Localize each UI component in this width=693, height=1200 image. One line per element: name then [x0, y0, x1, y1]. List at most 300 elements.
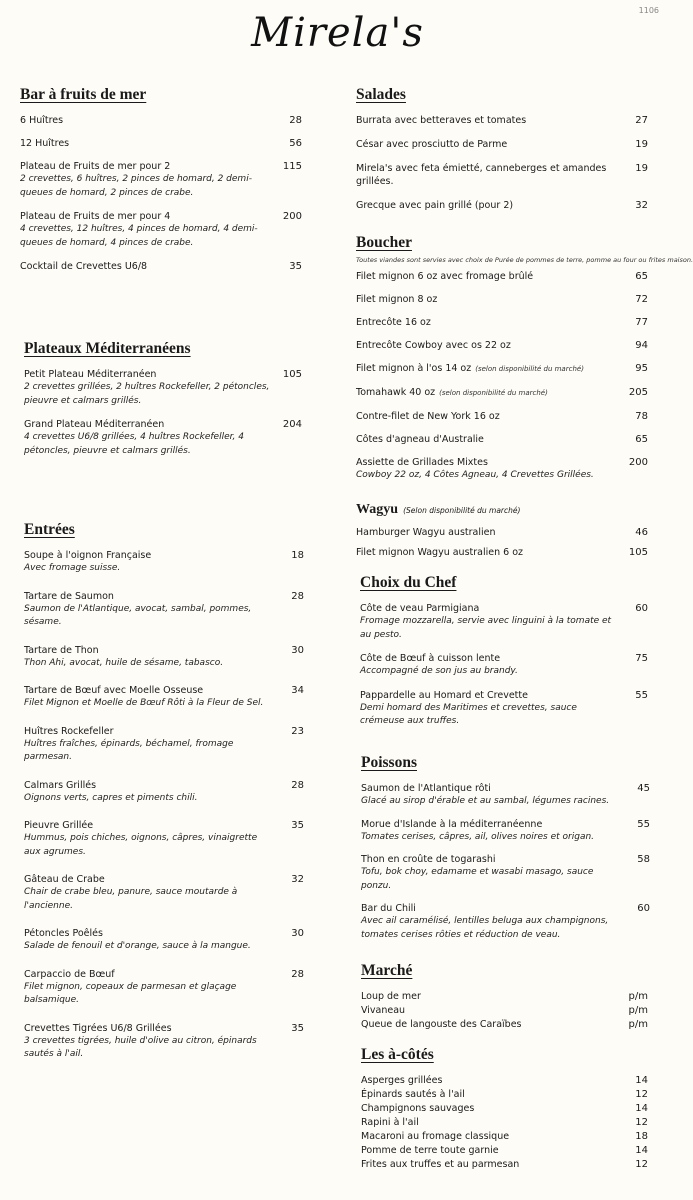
menu-item-price: 72	[635, 294, 648, 305]
menu-item-name-text: Épinards sautés à l'ail	[361, 1089, 465, 1100]
menu-item-price: 200	[282, 211, 302, 222]
menu-item-name-text: Filet mignon Wagyu australien 6 oz	[356, 547, 524, 558]
menu-item-description: Filet mignon, copeaux de parmesan et glaçage balsamique.	[24, 981, 237, 1005]
menu-item-price: 55	[637, 818, 650, 830]
menu-item-name-text: César avec prosciutto de Parme	[356, 139, 508, 150]
menu-item-price: 95	[635, 363, 648, 374]
menu-item-text	[356, 386, 624, 400]
menu-item-text	[360, 689, 624, 729]
menu-item-price: 14	[635, 1103, 648, 1114]
menu-item-name	[24, 873, 274, 886]
menu-item-text	[356, 410, 624, 423]
menu-item	[361, 1116, 648, 1130]
section-title: Plateaux Méditerranéens	[24, 340, 191, 357]
menu-item-name-text: Macaroni au fromage classique	[361, 1131, 510, 1142]
menu-item-name	[361, 853, 620, 866]
section-title: Les à-côtés	[361, 1046, 434, 1063]
menu-item	[356, 362, 648, 376]
menu-item-description: Filet Mignon et Moelle de Bœuf Rôti à la Fleur de Sel.	[24, 698, 264, 708]
menu-item-text	[360, 652, 624, 679]
menu-item-price: 105	[628, 547, 648, 558]
menu-item-name	[356, 456, 618, 469]
section-title: Choix du Chef	[360, 574, 457, 591]
menu-item-text	[356, 546, 624, 559]
menu-item-name-text: Thon en croûte de togarashi	[361, 854, 496, 865]
menu-item-text	[361, 782, 626, 809]
menu-item	[361, 1102, 648, 1116]
menu-item-name	[356, 293, 618, 306]
menu-item-price: 60	[635, 603, 648, 614]
menu-item-price: 34	[291, 685, 304, 696]
menu-item-price: 115	[282, 161, 302, 172]
menu-item-name-text: Côtes d'agneau d'Australie	[356, 434, 484, 445]
menu-item-description: Chair de crabe bleu, panure, sauce moutarde à l'ancienne.	[24, 887, 238, 911]
menu-item	[356, 162, 648, 188]
menu-item-price: 46	[635, 527, 648, 538]
menu-item-name-text: Loup de mer	[361, 991, 421, 1002]
menu-item-price: 35	[291, 1022, 304, 1034]
menu-item-name-text: Plateau de Fruits de mer pour 2	[20, 161, 171, 172]
menu-item-name-text: Filet mignon 8 oz	[356, 294, 438, 305]
menu-item-text	[360, 602, 624, 642]
menu-item-text	[20, 114, 278, 127]
section-title: Salades	[356, 86, 406, 103]
menu-item-name	[356, 410, 618, 423]
menu-item-description: 2 crevettes, 6 huîtres, 2 pinces de homard, 2 demi-queues de homard, 2 pinces de crabe.	[20, 174, 252, 198]
menu-item-name	[24, 779, 274, 792]
menu-item	[24, 725, 304, 765]
menu-item-description: Huîtres fraîches, épinards, béchamel, fromage parmesan.	[24, 738, 234, 762]
menu-item	[24, 927, 304, 954]
menu-item-text	[361, 902, 626, 942]
menu-item-name-text: Rapini à l'ail	[361, 1117, 419, 1128]
menu-item-name	[361, 1102, 618, 1116]
section-title: Wagyu	[356, 502, 399, 517]
menu-item-text	[356, 433, 624, 446]
menu-item-text	[356, 293, 624, 306]
menu-item-price: 105	[282, 369, 302, 380]
menu-item-name-text: Crevettes Tigrées U6/8 Grillées	[24, 1022, 172, 1034]
menu-item-description: Accompagné de son jus au brandy.	[360, 666, 518, 676]
menu-item-price: 35	[289, 261, 302, 272]
menu-item	[361, 1144, 648, 1158]
menu-item-price: 12	[635, 1159, 648, 1170]
menu-item-price: 28	[291, 779, 304, 791]
menu-item	[356, 316, 648, 329]
menu-item-text	[361, 1158, 624, 1172]
menu-item	[356, 199, 648, 212]
menu-item-price: 12	[635, 1117, 648, 1128]
menu-item-description: Thon Ahi, avocat, huile de sésame, tabasco.	[24, 657, 224, 668]
menu-item-name-text: 12 Huîtres	[20, 138, 70, 149]
menu-item-name-text: Tartare de Bœuf avec Moelle Osseuse	[24, 685, 204, 696]
menu-item-description: Glacé au sirop d'érable et au sambal, légumes racines.	[361, 796, 610, 806]
menu-item-name	[361, 1004, 618, 1018]
menu-item-text	[356, 114, 624, 127]
section-poissons	[361, 754, 650, 951]
menu-item-price: 12	[635, 1089, 648, 1100]
menu-item-name	[24, 590, 274, 603]
menu-item-name-text: Cocktail de Crevettes U6/8	[20, 261, 148, 272]
menu-item-name	[24, 418, 272, 431]
salades-items	[356, 114, 648, 212]
menu-item-description: 2 crevettes grillées, 2 huîtres Rockefeller, 2 pétoncles, pieuvre et calmars grillés.	[24, 382, 270, 406]
menu-item-name	[361, 902, 620, 915]
section-note: (Selon disponibilité du marché)	[403, 506, 521, 515]
menu-item-price: 60	[637, 903, 650, 914]
menu-item-name-text: Plateau de Fruits de mer pour 4	[20, 211, 171, 222]
chef-items	[360, 602, 648, 729]
section-salades	[356, 86, 648, 223]
menu-item-text	[24, 927, 280, 954]
bar-items	[20, 114, 302, 273]
menu-item-text	[356, 162, 624, 188]
menu-item-text	[24, 644, 280, 671]
menu-item-name	[361, 782, 620, 795]
menu-item-price: 14	[635, 1075, 648, 1086]
section-marche	[361, 962, 648, 1032]
menu-item	[356, 114, 648, 127]
menu-item-text	[356, 456, 624, 483]
menu-item-name-text: Mirela's avec feta émietté, canneberges et amandes grillées.	[356, 163, 607, 187]
menu-item	[361, 1018, 648, 1032]
menu-item-description: Cowboy 22 oz, 4 Côtes Agneau, 4 Crevettes Grillées.	[356, 470, 594, 480]
menu-item-text	[356, 199, 624, 212]
menu-item-name-text: Gâteau de Crabe	[24, 874, 105, 885]
menu-item-description: Hummus, pois chiches, oignons, câpres, vinaigrette aux agrumes.	[24, 833, 258, 857]
menu-item-description: Demi homard des Maritimes et crevettes, sauce crémeuse aux truffes.	[360, 702, 577, 726]
menu-item-name	[356, 433, 618, 446]
menu-item-price: 30	[291, 644, 304, 656]
menu-item-name-text: Grecque avec pain grillé (pour 2)	[356, 200, 514, 211]
menu-item-name	[24, 927, 274, 940]
menu-item-name	[361, 1116, 618, 1130]
menu-item-name	[356, 199, 618, 212]
menu-item-name	[24, 684, 274, 697]
menu-item	[361, 818, 650, 845]
menu-item-price: 27	[635, 115, 648, 126]
section-plateaux	[24, 340, 302, 468]
menu-item-text	[361, 818, 626, 845]
menu-item-name-text: Queue de langouste des Caraïbes	[361, 1019, 522, 1030]
menu-item	[361, 902, 650, 942]
menu-item-text	[356, 316, 624, 329]
menu-item	[356, 410, 648, 423]
menu-item-name	[356, 362, 618, 376]
cotes-items	[361, 1074, 648, 1172]
menu-item-name	[24, 368, 272, 381]
menu-item-price: 28	[289, 115, 302, 126]
menu-item-text	[24, 725, 280, 765]
menu-item-description: 4 crevettes, 12 huîtres, 4 pinces de homard, 4 demi-queues de homard, 4 pinces de crabe.	[20, 224, 258, 248]
menu-item-name	[361, 1158, 618, 1172]
menu-item-name	[20, 160, 272, 173]
menu-item	[24, 549, 304, 576]
menu-item-name	[360, 602, 618, 615]
menu-item	[20, 210, 302, 250]
menu-item	[20, 260, 302, 273]
poissons-items	[361, 782, 650, 942]
menu-item-price: 28	[291, 968, 304, 980]
menu-item-text	[361, 1088, 624, 1102]
menu-item	[24, 418, 302, 458]
menu-item-text	[20, 160, 278, 200]
menu-item-text	[24, 968, 280, 1008]
menu-item-name	[356, 526, 618, 539]
section-cotes	[361, 1046, 648, 1172]
menu-item-price: 204	[282, 419, 302, 430]
menu-item-name-text: Tartare de Thon	[24, 644, 99, 656]
section-note: Toutes viandes sont servies avec choix de Purée de pommes de terre, pomme au four ou frites maison.	[356, 256, 693, 264]
menu-item	[356, 138, 648, 151]
menu-item-name	[24, 725, 274, 738]
menu-item-name	[20, 210, 272, 223]
menu-item-price: 77	[635, 317, 648, 328]
menu-item-name-text: Entrecôte Cowboy avec os 22 oz	[356, 340, 511, 351]
section-title: Entrées	[24, 521, 75, 538]
menu-item-name-text: Tartare de Saumon	[24, 590, 114, 602]
menu-item-text	[356, 339, 624, 352]
menu-item-text	[356, 138, 624, 151]
menu-item-price: 35	[291, 820, 304, 831]
menu-item-text	[361, 1102, 624, 1116]
menu-item-name-text: Saumon de l'Atlantique rôti	[361, 783, 491, 794]
menu-item-name-text: Filet mignon 6 oz avec fromage brûlé	[356, 271, 534, 282]
menu-item-price: 32	[635, 200, 648, 211]
menu-item-name-text: Filet mignon à l'os 14 oz	[356, 363, 472, 374]
menu-item-name	[356, 162, 618, 188]
menu-item	[361, 1130, 648, 1144]
section-title: Boucher	[356, 234, 412, 251]
menu-item-name	[356, 316, 618, 329]
section-bar	[20, 86, 302, 283]
menu-item-name-text: Entrecôte 16 oz	[356, 317, 431, 328]
menu-item	[356, 339, 648, 352]
menu-item	[361, 853, 650, 893]
menu-item-name-text: Grand Plateau Méditerranéen	[24, 419, 165, 430]
menu-item-text	[361, 1074, 624, 1088]
menu-item-price: 45	[637, 783, 650, 794]
menu-item-description: Avec fromage suisse.	[24, 563, 121, 573]
menu-item-price: 94	[635, 340, 648, 351]
menu-item-price: p/m	[628, 991, 648, 1002]
menu-item	[24, 590, 304, 630]
menu-item	[24, 873, 304, 913]
menu-item-name-text: Carpaccio de Bœuf	[24, 968, 115, 980]
menu-item-name	[20, 260, 272, 273]
menu-item-name	[24, 644, 274, 657]
menu-item-text	[24, 1022, 280, 1062]
menu-item-name	[20, 137, 272, 150]
menu-item-name-text: Petit Plateau Méditerranéen	[24, 369, 157, 380]
menu-item-text	[24, 819, 280, 859]
menu-item-text	[361, 1130, 624, 1144]
menu-item-name	[356, 138, 618, 151]
menu-item-name-text: Vivaneau	[361, 1005, 406, 1016]
menu-item-name	[24, 819, 274, 832]
menu-item-text	[24, 873, 280, 913]
menu-item	[20, 160, 302, 200]
menu-item	[356, 546, 648, 559]
menu-item-name-text: Frites aux truffes et au parmesan	[361, 1159, 520, 1170]
menu-item-description: Saumon de l'Atlantique, avocat, sambal, pommes, sésame.	[24, 603, 252, 627]
menu-item-note: (selon disponibilité du marché)	[439, 389, 548, 397]
menu-item-price: 19	[635, 163, 648, 174]
menu-item-name	[356, 270, 618, 283]
wagyu-items	[356, 526, 648, 559]
menu-item-name-text: Champignons sauvages	[361, 1103, 475, 1114]
section-wagyu	[356, 498, 648, 566]
boucher-items	[356, 270, 648, 483]
section-entrees	[24, 521, 304, 1076]
menu-item-name	[356, 546, 618, 559]
menu-item	[356, 456, 648, 483]
menu-item-text	[20, 137, 278, 150]
menu-item	[20, 114, 302, 127]
menu-item	[24, 779, 304, 806]
menu-item-description: Fromage mozzarella, servie avec linguini à la tomate et au pesto.	[360, 616, 612, 640]
menu-item	[24, 684, 304, 711]
menu-item-name-text: Morue d'Islande à la méditerranéenne	[361, 818, 543, 830]
menu-item-text	[24, 549, 280, 576]
menu-item	[361, 990, 648, 1004]
menu-item-price: 18	[291, 550, 304, 561]
menu-item	[24, 1022, 304, 1062]
menu-item-name-text: Hamburger Wagyu australien	[356, 527, 496, 538]
section-title: Marché	[361, 962, 413, 979]
menu-item-price: 56	[289, 138, 302, 149]
menu-item-text	[361, 1018, 624, 1032]
menu-item-text	[24, 418, 278, 458]
menu-item-description: 4 crevettes U6/8 grillées, 4 huîtres Rockefeller, 4 pétoncles, pieuvre et calmars grillés.	[24, 432, 244, 456]
menu-item-text	[24, 779, 280, 806]
menu-item	[24, 644, 304, 671]
menu-item-text	[24, 684, 280, 711]
menu-item-price: 55	[635, 689, 648, 701]
menu-item-price: 75	[635, 653, 648, 664]
menu-item-name-text: Bar du Chili	[361, 903, 416, 914]
section-title: Bar à fruits de mer	[20, 86, 147, 103]
menu-item-name	[361, 1088, 618, 1102]
menu-item-description: Tofu, bok choy, edamame et wasabi masago, sauce ponzu.	[361, 867, 594, 891]
menu-item-name	[356, 386, 618, 400]
menu-item-name	[361, 1144, 618, 1158]
menu-item-name-text: Asperges grillées	[361, 1075, 443, 1086]
menu-item-name	[24, 968, 274, 981]
menu-item-description: 3 crevettes tigrées, huile d'olive au citron, épinards sautés à l'ail.	[24, 1035, 257, 1059]
menu-item-name	[360, 689, 618, 702]
menu-item-name-text: Burrata avec betteraves et tomates	[356, 115, 527, 126]
menu-item-price: 18	[635, 1131, 648, 1142]
plateaux-items	[24, 368, 302, 458]
menu-item	[356, 293, 648, 306]
menu-item-text	[356, 362, 624, 376]
menu-item	[360, 602, 648, 642]
menu-item	[20, 137, 302, 150]
menu-item-name	[356, 114, 618, 127]
menu-item-name	[24, 1022, 274, 1035]
entrees-items	[24, 549, 304, 1062]
menu-item-price: 78	[635, 411, 648, 422]
menu-item-name	[361, 1074, 618, 1088]
menu-item-price: 14	[635, 1145, 648, 1156]
section-title: Poissons	[361, 754, 417, 771]
menu-item-price: 58	[637, 854, 650, 865]
page-code: 1106	[638, 6, 659, 15]
menu-item-name-text: Pétoncles Poêlés	[24, 928, 103, 939]
menu-item-text	[24, 368, 278, 408]
menu-item	[360, 652, 648, 679]
menu-item	[24, 968, 304, 1008]
menu-item	[361, 1158, 648, 1172]
menu-item-price: 32	[291, 874, 304, 885]
menu-item-name-text: Soupe à l'oignon Française	[24, 550, 152, 561]
menu-item-price: 23	[291, 725, 304, 737]
menu-item-name-text: Pieuvre Grillée	[24, 820, 94, 831]
restaurant-logo: Mirela's	[251, 10, 424, 56]
menu-item-text	[361, 1004, 624, 1018]
menu-item	[24, 368, 302, 408]
menu-item	[361, 1088, 648, 1102]
menu-item-text	[20, 260, 278, 273]
menu-item-description: Salade de fenouil et d'orange, sauce à la mangue.	[24, 941, 251, 951]
menu-item-price: 30	[291, 928, 304, 939]
menu-item	[361, 782, 650, 809]
menu-item-text	[24, 590, 280, 630]
menu-item-name	[24, 549, 274, 562]
menu-item-name-text: 6 Huîtres	[20, 115, 64, 126]
menu-item	[356, 526, 648, 539]
menu-item-name-text: Pomme de terre toute garnie	[361, 1145, 499, 1156]
menu-item-note: (selon disponibilité du marché)	[475, 365, 584, 373]
menu-item	[24, 819, 304, 859]
menu-item-name-text: Huîtres Rockefeller	[24, 725, 114, 737]
menu-item-price: p/m	[628, 1005, 648, 1016]
menu-item-name	[360, 652, 618, 665]
menu-item-name	[361, 1018, 618, 1032]
menu-item-name-text: Pappardelle au Homard et Crevette	[360, 689, 528, 701]
menu-item-description: Oignons verts, capres et piments chili.	[24, 792, 198, 803]
menu-item-price: p/m	[628, 1019, 648, 1030]
menu-item-text	[361, 1116, 624, 1130]
menu-item-name-text: Calmars Grillés	[24, 779, 97, 791]
menu-item-price: 200	[628, 457, 648, 468]
menu-item	[360, 689, 648, 729]
menu-item-price: 65	[635, 271, 648, 282]
menu-item-name	[361, 1130, 618, 1144]
menu-item	[356, 386, 648, 400]
menu-item-text	[361, 1144, 624, 1158]
menu-item-name-text: Côte de Bœuf à cuisson lente	[360, 653, 501, 664]
menu-item-text	[361, 990, 624, 1004]
menu-item-price: 205	[628, 387, 648, 398]
menu-item-name-text: Tomahawk 40 oz	[356, 387, 436, 398]
section-chef	[360, 574, 648, 739]
menu-item-description: Avec ail caramélisé, lentilles beluga aux champignons, tomates cerises rôties et réduction de veau.	[361, 916, 609, 940]
menu-item-description: Tomates cerises, câpres, ail, olives noires et origan.	[361, 831, 595, 842]
menu-item	[356, 270, 648, 283]
menu-item-price: 19	[635, 139, 648, 150]
menu-item-name	[356, 339, 618, 352]
menu-item-name-text: Côte de veau Parmigiana	[360, 603, 480, 614]
menu-item-name-text: Assiette de Grillades Mixtes	[356, 457, 488, 468]
menu-item-text	[361, 853, 626, 893]
menu-item-price: 28	[291, 590, 304, 602]
menu-item	[356, 433, 648, 446]
menu-item-text	[356, 270, 624, 283]
menu-item	[361, 1004, 648, 1018]
menu-item	[361, 1074, 648, 1088]
